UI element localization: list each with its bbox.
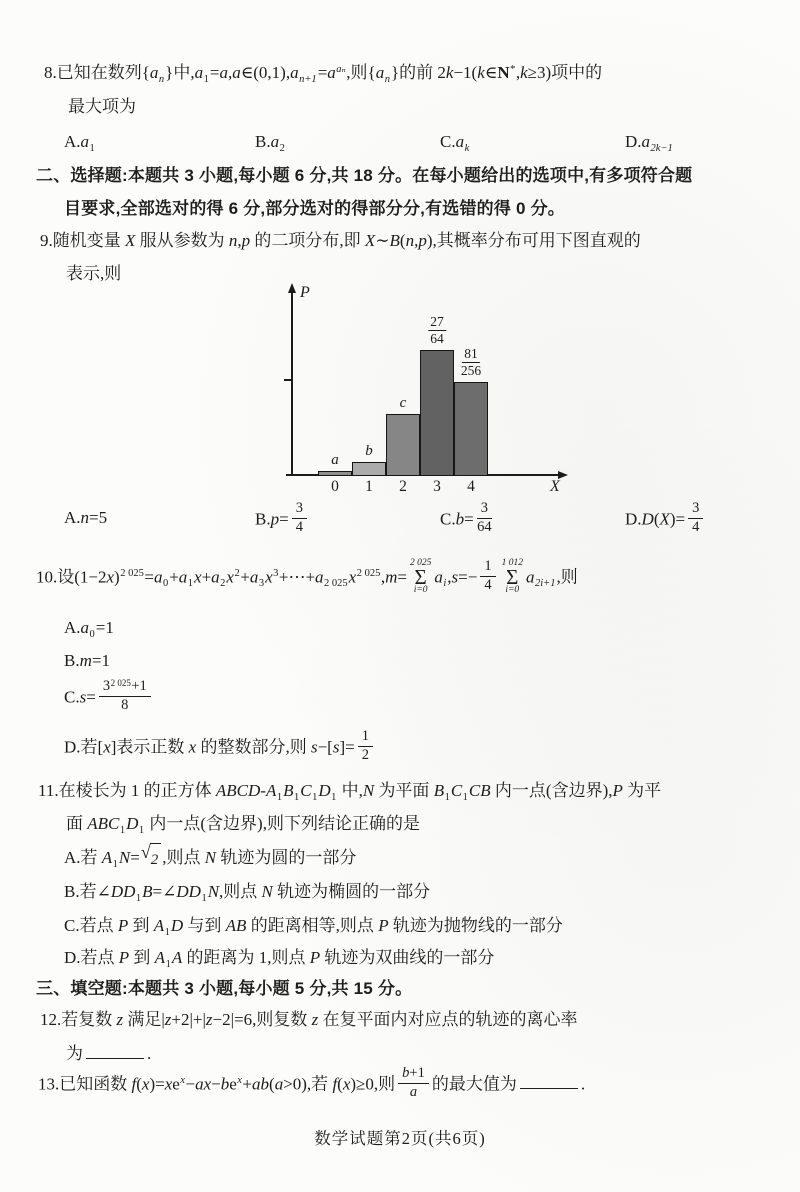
- bar-value-label: b: [365, 443, 373, 459]
- section-2-header-line-1: 二、选择题:本题共 3 小题,每小题 6 分,共 18 分。在每小题给出的选项中,有多项符合题: [36, 166, 693, 185]
- q10-option-d: D.若[x]表示正数 x 的整数部分,则 s−[s]= $\frac{1}{2}$: [64, 731, 376, 766]
- x-tick-label: 1: [365, 478, 373, 495]
- y-axis-tick: [284, 379, 292, 381]
- x-tick-label: 3: [433, 478, 441, 495]
- q11-option-b: B.若$\angle DD_1B=\angle DD_1N$,则点 N 轨迹为椭圆的一部分: [64, 882, 431, 904]
- y-axis: [291, 292, 293, 476]
- question-9-options: [64, 500, 706, 538]
- q11-option-d: D.若点 P 到 $A_1A$ 的距离为 1,则点 P 轨迹为双曲线的一部分: [64, 948, 495, 970]
- x-tick-label: 0: [331, 478, 339, 495]
- question-8-line-1: 8.已知在数列$\{a_n\}$中$,a_1=a,a\in(0,1),a_{n+1}=a^{a_n}$,则$\{a_n\}$的前 2k−1(k∈N*,k≥3)项中的: [44, 63, 603, 85]
- q10-option-b: B.m=1: [64, 651, 110, 670]
- question-8-line-2: 最大项为: [68, 97, 136, 116]
- q8-option-a: $A.a_1$: [64, 132, 95, 154]
- bar-x3: [420, 350, 454, 476]
- question-13-line: 13.已知函数 $f(x)=xe^x-ax-be^x+ab(a>0)$,若 f(x)≥0,则 $\frac{b+1}{a}$ 的最大值为 .: [38, 1065, 586, 1100]
- bar-x1: [352, 462, 386, 476]
- section-2-header-line-2: 目要求,全部选对的得 6 分,部分选对的得部分分,有选错的得 0 分。: [64, 199, 565, 218]
- bar-x2: [386, 414, 420, 476]
- q10-option-a: $A.a_0=1$: [64, 618, 114, 640]
- question-10-line: 10.设$(1-2x)^{2 025}=a_0+a_1x+a_2x^2+a_3x^3+\cdots+a_{2 025}x^{2 025},m=$ 2 025 Σ i=0 $a_i,s=-$ $\frac{1}{4}$ 1 012 Σ i=0 $a_{2i+1}$,则: [36, 557, 578, 596]
- section-3-header: 三、填空题:本题共 3 小题,每小题 5 分,共 15 分。: [36, 979, 413, 998]
- question-12-line-1: 12.若复数 z 满足|z+2|+|z−2|=6,则复数 z 在复平面内对应点的轨迹的离心率: [40, 1010, 578, 1029]
- probability-bar-chart: [250, 286, 580, 500]
- question-11-line-1: 11.在棱长为 1 的正方体 ABCD-$A_1B_1C_1D_1$ 中,N 为平面 $B_1C_1CB$ 内一点(含边界),P 为平: [38, 781, 662, 803]
- q9-option-b: B.p= $\frac{3}{4}$: [255, 503, 440, 538]
- question-11-line-2: 面 $ABC_1D_1$ 内一点(含边界),则下列结论正确的是: [66, 814, 420, 836]
- bar-value-label: 27 64: [430, 313, 444, 347]
- question-9-line-1: 9.随机变量 X 服从参数为 n,p 的二项分布,即 X∼B(n,p),其概率分布可用下图直观的: [40, 231, 641, 250]
- q9-option-a: A.n=5: [64, 508, 108, 527]
- page-footer: 数学试题第2页(共6页): [314, 1129, 486, 1148]
- bar-x4: [454, 382, 488, 476]
- q11-option-c: C.若点 P 到 $A_1D$ 与到 AB 的距离相等,则点 P 轨迹为抛物线的一部分: [64, 916, 563, 938]
- question-9-line-2: 表示,则: [66, 264, 122, 283]
- q10-option-c: C.s= $\frac{3^{2 025}+1}{8}$: [64, 681, 154, 716]
- x-axis-label: X: [550, 478, 560, 495]
- y-axis-label: P: [300, 284, 310, 301]
- x-tick-label: 2: [399, 478, 407, 495]
- bar-value-label: 81 256: [460, 345, 482, 379]
- q8-option-c: $C.a_k$: [440, 132, 470, 154]
- question-8-options: [64, 127, 674, 160]
- y-axis-arrow: [288, 283, 296, 293]
- q9-option-d: D.D(X)= $\frac{3}{4}$: [625, 503, 706, 538]
- q8-option-b: $B.a_2$: [255, 132, 285, 154]
- x-tick-label: 4: [467, 478, 475, 495]
- q8-option-d: $D.a_{2k-1}$: [625, 132, 673, 154]
- question-12-line-2: 为 .: [66, 1044, 152, 1063]
- q9-option-c: C.b= $\frac{3}{64}$: [440, 500, 492, 535]
- bar-value-label: c: [399, 395, 407, 411]
- bar-x0: [318, 471, 352, 476]
- bar-value-label: a: [331, 452, 339, 468]
- q11-option-a: A.若 $A_1N=$ √ 2 ,则点 N 轨迹为圆的一部分: [64, 843, 356, 876]
